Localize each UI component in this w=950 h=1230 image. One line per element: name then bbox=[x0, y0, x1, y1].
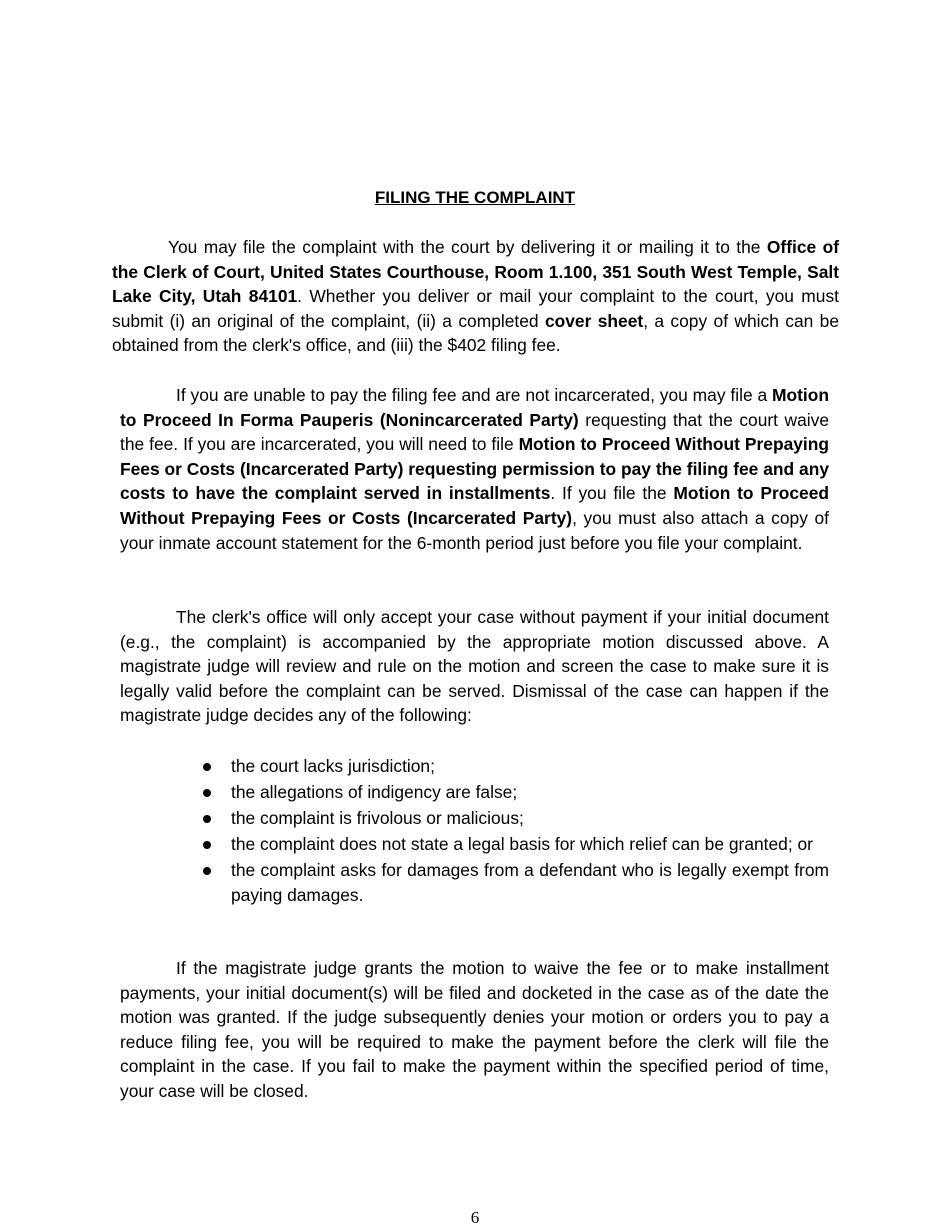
clerk-office-address: Office of the Clerk of Court, United States Courthouse, Room 1.100, 351 South West Temple, Salt Lake City, Utah 84101 bbox=[112, 237, 839, 307]
motion-ifp-nonincarcerated: Motion to Proceed In Forma Pauperis (Nonincarcerated Party) bbox=[120, 385, 829, 430]
page-number: 6 bbox=[470, 1208, 480, 1227]
bullet-icon bbox=[203, 841, 211, 849]
paragraph-motion-granted: If the magistrate judge grants the motion to waive the fee or to make installment payments, your initial document(s) will be filed and docketed in the case as of the date the motion was granted. If the judge subsequently denies your motion or orders you to pay a reduce filing fee, you will be required to make the payment before the clerk will file the complaint in the case. If you fail to make the payment within the specified period of time, your case will be closed. bbox=[120, 958, 829, 1101]
p1-text-c: . Whether you deliver or mail your complaint to the court, you must submit (i) an original of the complaint, (ii) a completed bbox=[112, 286, 839, 331]
paragraph-fee-waiver bbox=[120, 383, 829, 555]
bullet-icon bbox=[203, 763, 211, 771]
p2-text-c: requesting that the court waive the fee. If you are incarcerated, you will need to file bbox=[120, 409, 829, 455]
p2-text-e: . If you file the bbox=[550, 483, 674, 504]
bullet-icon bbox=[203, 815, 211, 823]
page-title: FILING THE COMPLAINT bbox=[374, 188, 576, 207]
cover-sheet-term: cover sheet bbox=[544, 310, 644, 331]
list-item bbox=[200, 806, 829, 831]
list-item bbox=[200, 858, 829, 907]
list-item bbox=[200, 754, 829, 779]
dismissal-reasons-list bbox=[200, 754, 829, 909]
list-item-text: the complaint is frivolous or malicious; bbox=[231, 807, 524, 828]
bullet-icon bbox=[203, 867, 211, 875]
paragraph-clerk-acceptance: The clerk's office will only accept your case without payment if your initial document (e.g., the complaint) is accompanied by the appropriate motion discussed above. A magistrate judge will review and rule on the motion and screen the case to make sure it is legally valid before the complaint can be served. Dismissal of the case can happen if the magistrate judge decides any of the following: bbox=[120, 607, 829, 726]
motion-incarcerated: Motion to Proceed Without Prepaying Fees or Costs (Incarcerated Party) bbox=[120, 483, 829, 528]
p1-text-e: , a copy of which can be obtained from the clerk's office, and (iii) the $402 filing fee. bbox=[112, 310, 840, 356]
list-item-text: the complaint does not state a legal basis for which relief can be granted; or bbox=[231, 833, 813, 854]
list-item-text: the complaint asks for damages from a defendant who is legally exempt from paying damages. bbox=[231, 859, 829, 905]
p1-text-a: You may file the complaint with the court by delivering it or mailing it to the bbox=[168, 237, 767, 257]
list-item bbox=[200, 780, 829, 805]
list-item-text: the court lacks jurisdiction; bbox=[231, 756, 435, 776]
bullet-icon bbox=[203, 789, 211, 797]
list-item bbox=[200, 832, 829, 857]
list-item-text: the allegations of indigency are false; bbox=[231, 781, 518, 802]
motion-incarcerated-installments: Motion to Proceed Without Prepaying Fees or Costs (Incarcerated Party) requesting permission to pay the filing fee and any costs to have the complaint served in installments bbox=[120, 434, 829, 504]
paragraph-filing-location bbox=[112, 235, 839, 358]
p2-text-a: If you are unable to pay the filing fee and are not incarcerated, you may file a bbox=[176, 385, 773, 405]
p2-text-g: , you must also attach a copy of your inmate account statement for the 6-month period just before you file your complaint. bbox=[120, 507, 829, 553]
